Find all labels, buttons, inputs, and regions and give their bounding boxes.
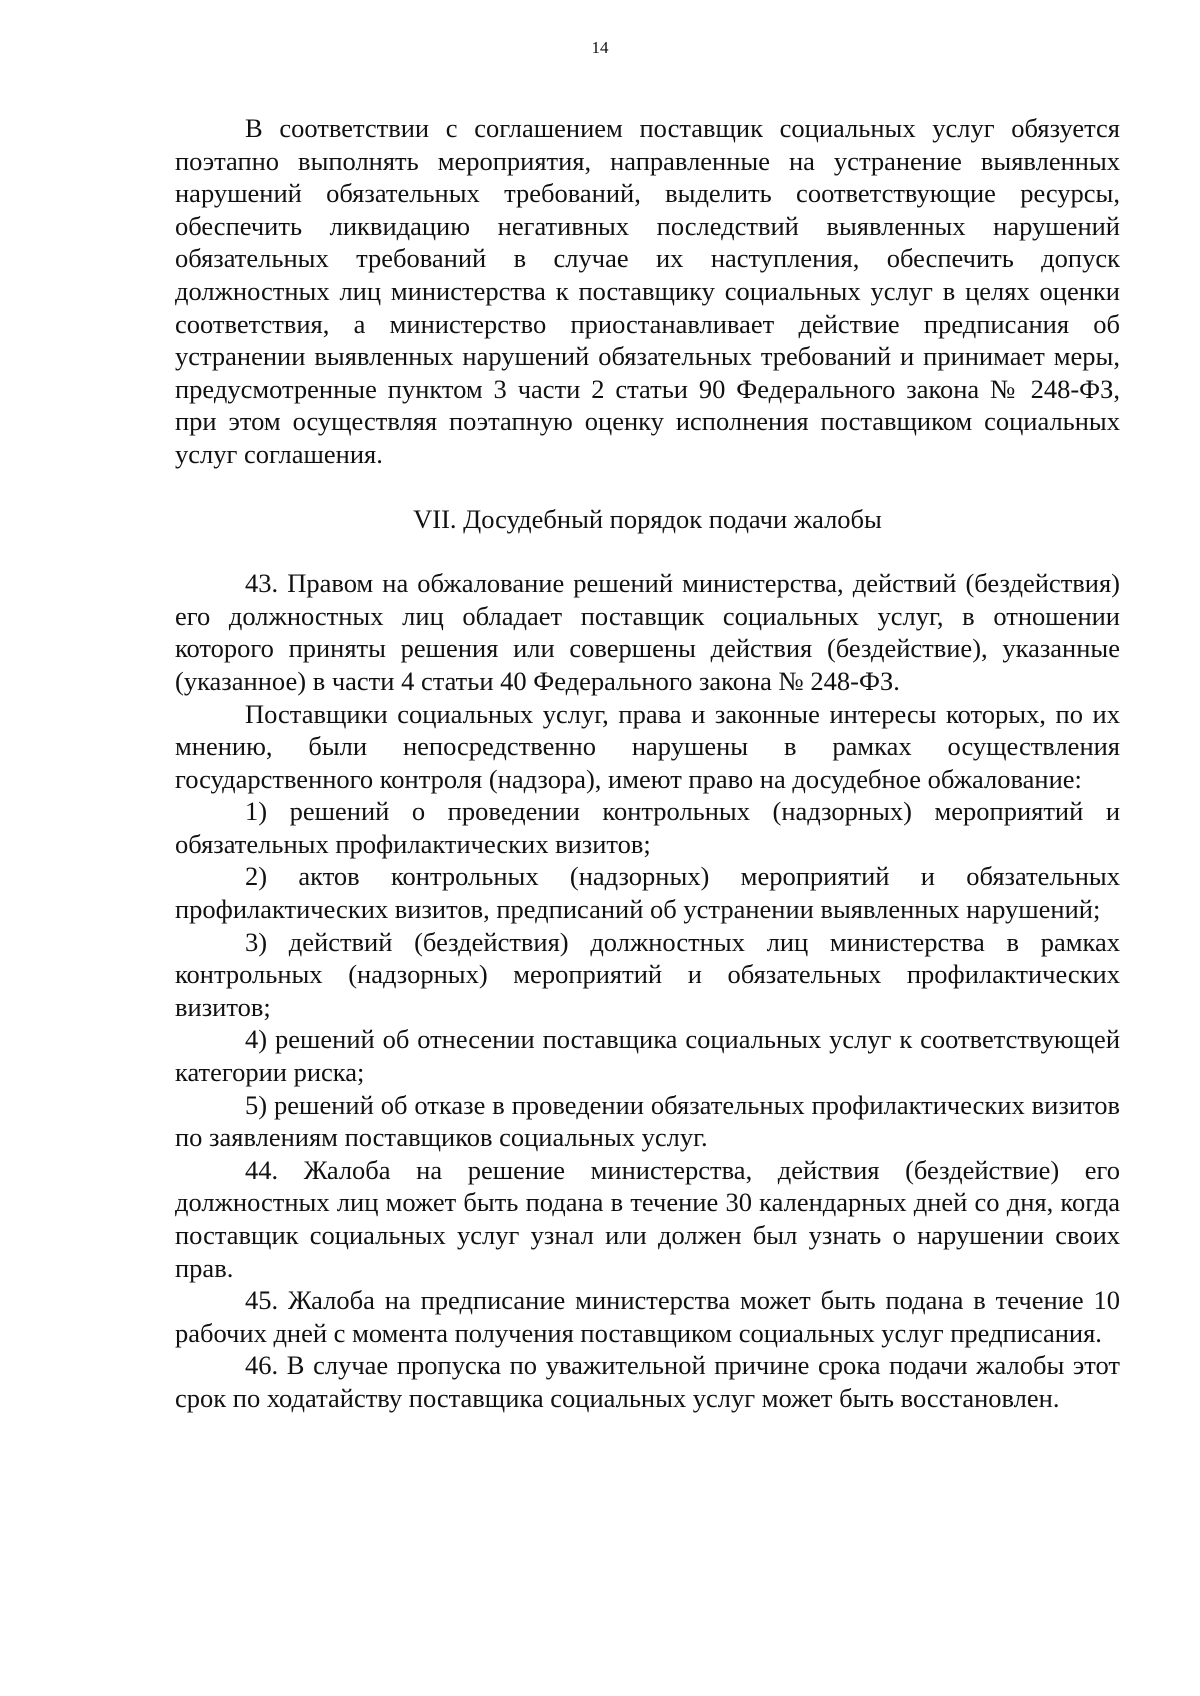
document-body <box>175 112 1120 1415</box>
section-heading: VII. Досудебный порядок подачи жалобы <box>413 503 882 534</box>
list-item-5: 5) решений об отказе в проведении обязательных профилактических визитов по заявлениям поставщиков социальных услуг. <box>175 1089 1120 1153</box>
list-item-2: 2) актов контрольных (надзорных) мероприятий и обязательных профилактических визитов, предписаний об устранении выявленных нарушений; <box>175 861 1120 925</box>
list-item-4: 4) решений об отнесении поставщика социальных услуг к соответствующей категории риска; <box>175 1024 1120 1088</box>
list-item-1: 1) решений о проведении контрольных (надзорных) мероприятий и обязательных профилактических визитов; <box>175 796 1120 859</box>
paragraph-45: 45. Жалоба на предписание министерства может быть подана в течение 10 рабочих дней с момента получения поставщиком социальных услуг предписания. <box>175 1285 1120 1348</box>
paragraph-44: 44. Жалоба на решение министерства, действия (бездействие) его должностных лиц может быть подана в течение 30 календарных дней со дня, когда поставщик социальных услуг узнал или должен был узнать о нарушении своих прав. <box>175 1154 1120 1283</box>
paragraph-43: 43. Правом на обжалование решений министерства, действий (бездействия) его должностных лиц обладает поставщик социальных услуг, в отношении которого приняты решения или совершены действия (бездействие), указанные (указанное) в части 4 статьи 40 Федерального закона № 248-ФЗ. <box>175 568 1120 696</box>
intro-paragraph: В соответствии с соглашением поставщик социальных услуг обязуется поэтапно выполнять мероприятия, направленные на устранение выявленных нарушений обязательных требований, выделить соответствующие ресурсы, обеспечить ликвидацию негативных последствий выявленных нарушений обязательных требований в случае их наступления, обеспечить допуск должностных лиц министерства к поставщику социальных услуг в целях оценки соответствия, а министерство приостанавливает действие предписания об устранении выявленных нарушений обязательных требований и принимает меры, предусмотренные пунктом 3 части 2 статьи 90 Федерального закона № 248-ФЗ, при этом осуществляя поэтапную оценку исполнения поставщиком социальных услуг соглашения. <box>175 113 1120 469</box>
list-item-3: 3) действий (бездействия) должностных лиц министерства в рамках контрольных (надзорных) мероприятий и обязательных профилактических визитов; <box>175 926 1120 1022</box>
paragraph-46: 46. В случае пропуска по уважительной причине срока подачи жалобы этот срок по ходатайству поставщика социальных услуг может быть восстановлен. <box>175 1350 1120 1413</box>
paragraph-providers-rights: Поставщики социальных услуг, права и законные интересы которых, по их мнению, были непосредственно нарушены в рамках осуществления государственного контроля (надзора), имеют право на досудебное обжалование: <box>175 698 1120 794</box>
page-number: 14 <box>591 38 609 57</box>
